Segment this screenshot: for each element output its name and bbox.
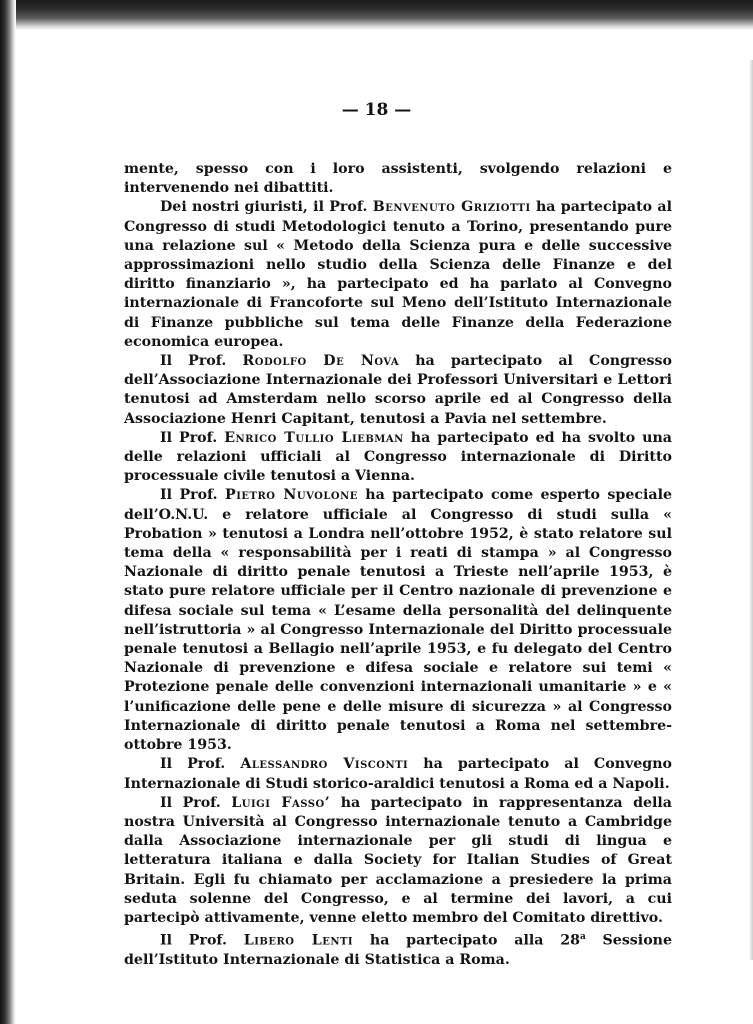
text-run: Il Prof. [160,487,226,504]
text-run: ha partecipato come esperto speciale dell’O.N.U. e relatore ufficiale al Congresso di studi sulla « Probation » tenutosi a Londra nell’ottobre 1952, è stato relatore sul tema della « responsabilità per i reati di stampa » al Congresso Nazionale di diritto penale tenutosi a Trieste nell’aprile 1953, è stato pure relatore ufficiale per il Centro nazionale di prevenzione e difesa sociale sul tema « L’esame della personalità del delinquente nell’istruttoria » al Congresso Internazionale del Diritto processuale penale tenutosi a Bellagio nell’aprile 1953, e fu delegato del Centro Nazionale di prevenzione e difesa sociale e relatore sui temi « Protezione penale delle convenzioni internazionali umanitarie » e « l’unificazione delle pene e delle misure di sicurezza » al Congresso Internazionale di diritto penale tenutosi a Roma nel settembre-ottobre 1953. [124,487,672,754]
paragraph [124,486,672,755]
paragraph [124,429,672,487]
paragraph [124,352,672,429]
paragraph [124,755,672,793]
text-run: Sessione dell’Istituto Internazionale di Statistica a Roma. [124,932,672,969]
text-run: Il Prof. [160,429,225,446]
text-run: ha partecipato al Convegno Internazionale di Studi storico-araldici tenutosi a Roma ed a Napoli. [124,756,672,792]
person-name: Luigi Fasso’ [231,794,331,811]
text-run: Il Prof. [160,756,241,773]
page-number: — 18 — [341,100,412,120]
paragraph [124,794,672,928]
superscript: a [579,932,586,943]
person-name: Libero Lenti [243,932,354,949]
text-run: Il Prof. [160,932,244,949]
text-run: ha partecipato alla 28 [353,932,580,949]
person-name: Benvenuto Griziotti [372,199,531,216]
paragraph [124,160,672,198]
paragraph [124,928,672,970]
text-run: mente, spesso con i loro assistenti, svolgendo relazioni e intervenendo nei dibattiti. [124,161,672,197]
text-run: Il Prof. [160,353,243,370]
text-run: ha partecipato al Congresso di studi Metodologici tenuto a Torino, presentando pure una relazione sul « Metodo della Scienza pura e delle successive approssimazioni nello studio della Scienza delle Finanze e del diritto finanziario », ha partecipato ed ha parlato al Convegno internazionale di Francoforte sul Meno dell’Istituto Internazionale di Finanze pubbliche sul tema delle Finanze della Federazione economica europea. [124,199,672,350]
text-run: Il Prof. [160,794,232,811]
scan-border-right [749,60,753,960]
person-name: Enrico Tullio Liebman [224,429,404,446]
scan-border-top [0,0,753,30]
text-run: ha partecipato al Congresso dell’Associazione Internazionale dei Professori Universitari e Lettori tenutosi ad Amsterdam nello scorso aprile ed al Congresso della Associazione Henri Capitant, tenutosi a Pavia nel settembre. [124,353,672,427]
text-run: ha partecipato ed ha svolto una delle relazioni ufficiali al Congresso internazionale di Diritto processuale civile tenutosi a Vienna. [124,429,672,485]
person-name: Pietro Nuvolone [225,487,358,504]
paragraph [124,198,672,352]
person-name: Rodolfo De Nova [242,353,400,370]
scan-border-left [0,0,16,1024]
person-name: Alessandro Visconti [240,756,409,773]
text-run: ha partecipato in rappresentanza della nostra Università al Congresso internazionale tenuto a Cambridge dalla Associazione internazionale per gli studi di lingua e letteratura italiana e dalla Society for Italian Studies of Great Britain. Egli fu chiamato per acclamazione a presiedere la prima seduta solenne del Congresso, e al termine dei lavori, a cui partecipò attivamente, venne eletto membro del Comitato direttivo. [124,794,672,926]
document-body [124,160,672,970]
text-run: Dei nostri giuristi, il Prof. [160,199,373,216]
